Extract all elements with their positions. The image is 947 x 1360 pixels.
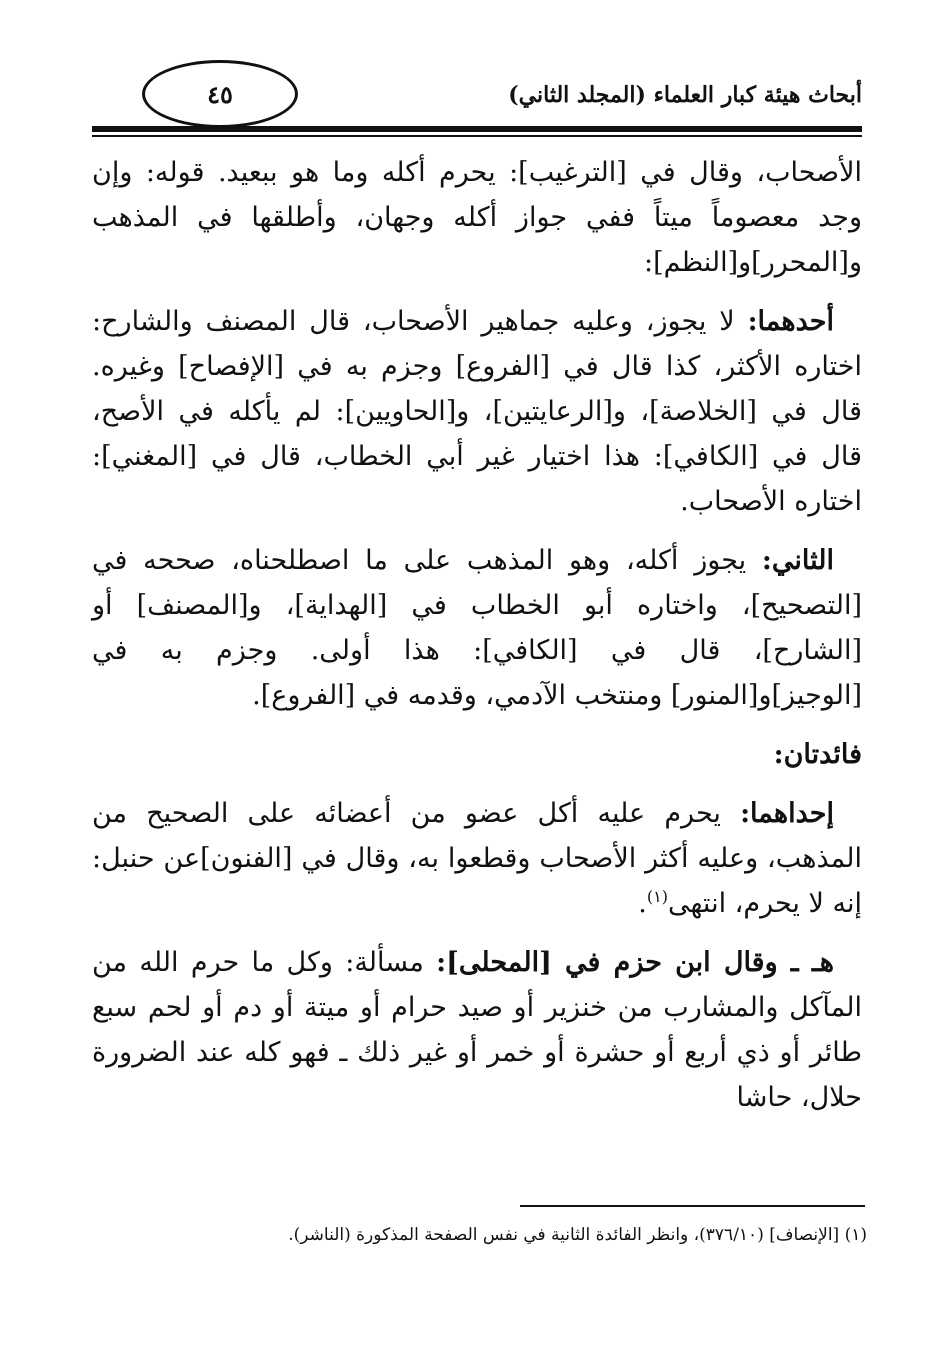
paragraph-1-text: الأصحاب، وقال في [الترغيب]: يحرم أكله وما هو ببعيد. قوله: وإن وجد معصوماً ميتاً ففي جواز أكله وجهان، وأطلقها في المذهب و[المحرر]و[النظم]: [92,157,862,278]
page-number: ٤٥ [207,79,233,109]
paragraph-2-lead: أحدهما: [747,306,834,337]
paragraph-4-lead: إحداهما: [740,798,834,829]
paragraph-4-text: يحرم عليه أكل عضو من أعضائه على الصحيح من المذهب، وعليه أكثر الأصحاب وقطعوا به، وقال في [الفنون]عن حنبل: إنه لا يحرم، انتهى [92,798,862,919]
body-text [92,150,862,1134]
paragraph-4 [92,791,862,926]
paragraph-2-text: لا يجوز، وعليه جماهير الأصحاب، قال المصنف والشارح: اختاره الأكثر، كذا قال في [الفروع] وجزم به في [الإفصاح] وغيره. قال في [الخلاصة]، و[الرعايتين]، و[الحاويين]: لم يأكله في الأصح، قال في [الكافي]: هذا اختيار غير أبي الخطاب، قال في [المغني]: اختاره الأصحاب. [92,306,862,517]
paragraph-2 [92,299,862,524]
running-title: أبحاث هيئة كبار العلماء (المجلد الثاني) [508,82,862,108]
paragraph-1 [92,150,862,285]
paragraph-3 [92,538,862,718]
paragraph-5-lead: هـ ـ وقال ابن حزم في [المحلى]: [436,947,834,978]
section-heading: فائدتان: [773,739,862,770]
paragraph-4-end: . [638,888,647,919]
footnote-marker[interactable]: (١) [646,887,668,906]
paragraph-5 [92,940,862,1120]
page-header [92,56,862,146]
footnote-divider [520,1205,865,1207]
header-rule-thin [92,135,862,137]
paragraph-3-lead: الثاني: [761,545,834,576]
paragraph-3-text: يجوز أكله، وهو المذهب على ما اصطلحناه، صححه في [التصحيح]، واختاره أبو الخطاب في [الهداية]، و[المصنف] أو [الشارح]، قال في [الكافي]: هذا أولى. وجزم به في [الوجيز]و[المنور] ومنتخب الآدمي، وقدمه في [الفروع]. [92,545,862,711]
paragraph-5-text: مسألة: وكل ما حرم الله من المآكل والمشارب من خنزير أو صيد حرام أو ميتة أو دم أو لحم سبع طائر أو ذي أربع أو حشرة أو خمر أو غير ذلك ـ فهو كله عند الضرورة حلال، حاشا [92,947,862,1113]
page-number-oval [142,60,298,128]
footnote: (١) [الإنصاف] (٣٧٦/١٠)، وانظر الفائدة الثانية في نفس الصفحة المذكورة (الناشر). [288,1225,867,1245]
